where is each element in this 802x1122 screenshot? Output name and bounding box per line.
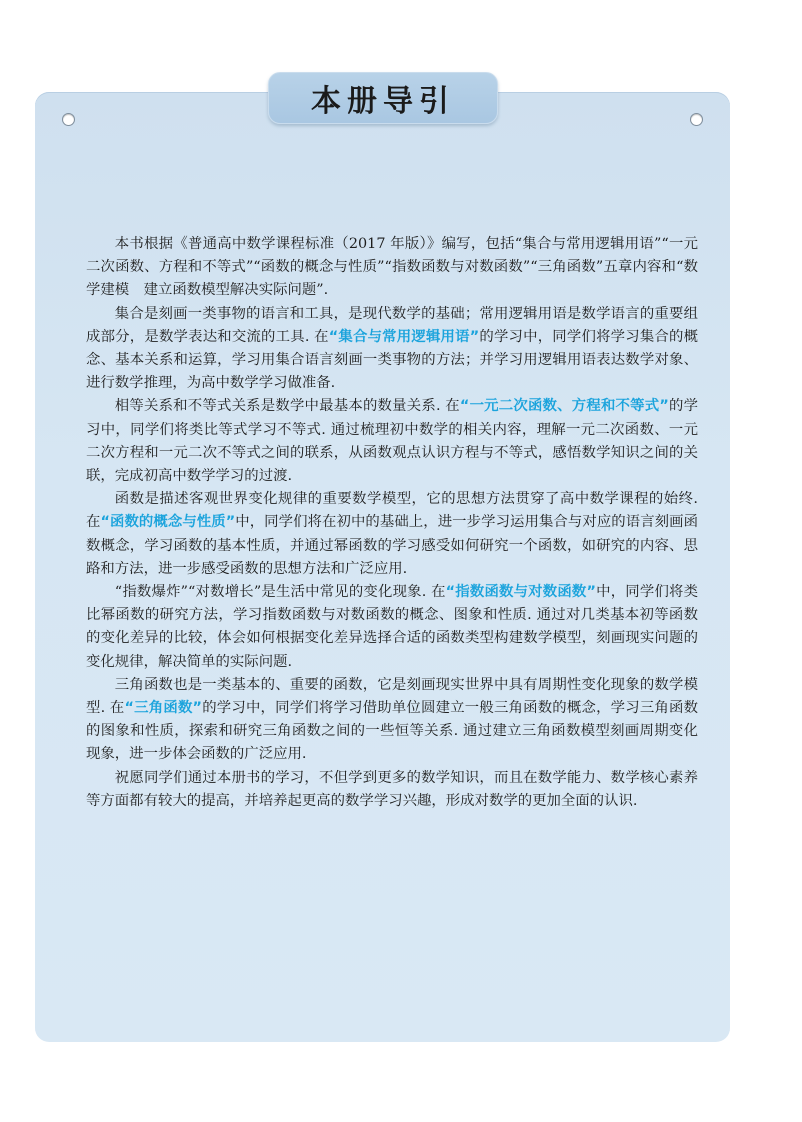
paragraph-text: 本书根据《普通高中数学课程标准（2017 年版）》编写，包括“集合与常用逻辑用语”“一元二次函数、方程和不等式”“函数的概念与性质”“指数函数与对数函数”“三角函数”五章内容和“数学建模 建立函数模型解决实际问题”. bbox=[86, 236, 698, 299]
paragraph-text: 集合是刻画一类事物的语言和工具，是现代数学的基础；常用逻辑用语是数学语言的重要组成部分，是数学表达和交流的工具. 在 bbox=[86, 305, 698, 345]
paragraph-text: 的学习中，同学们将学习集合的概念、基本关系和运算，学习用集合语言刻画一类事物的方法；并学习用逻辑用语表达数学对象、进行数学推理，为高中数学学习做准备. bbox=[86, 328, 698, 392]
binder-hole-right bbox=[690, 113, 703, 126]
guide-body bbox=[86, 233, 698, 813]
chapter-highlight: “一元二次函数、方程和不等式” bbox=[459, 398, 669, 415]
chapter-highlight: “三角函数” bbox=[124, 700, 202, 717]
paragraph-text: 相等关系和不等式关系是数学中最基本的数量关系. 在 bbox=[114, 398, 460, 415]
paragraph-7 bbox=[86, 767, 698, 813]
paragraph-text: 的学习中，同学们将学习借助单位圆建立一般三角函数的概念，学习三角函数的图象和性质，探索和研究三角函数之间的一些恒等关系. 通过建立三角函数模型刻画周期变化现象，进一步体会函数的广泛应用. bbox=[86, 700, 698, 763]
paragraph-text: “指数爆炸”“对数增长”是生活中常见的变化现象. 在 bbox=[114, 584, 446, 601]
paragraph-text: 三角函数也是一类基本的、重要的函数，它是刻画现实世界中具有周期性变化现象的数学模型. 在 bbox=[86, 676, 698, 717]
paragraph-text: 的学习中，同学们将类比等式学习不等式. 通过梳理初中数学的相关内容，理解一元二次函数、一元二次方程和一元二次不等式之间的联系，从函数观点认识方程与不等式，感悟数学知识之间的关联，完成初高中数学学习的过渡. bbox=[86, 398, 698, 485]
chapter-highlight: “集合与常用逻辑用语” bbox=[328, 328, 480, 345]
paragraph-5 bbox=[86, 581, 698, 674]
paragraph-text: 函数是描述客观世界变化规律的重要数学模型，它的思想方法贯穿了高中数学课程的始终. 在 bbox=[86, 491, 698, 531]
paragraph-2 bbox=[86, 303, 698, 396]
chapter-highlight: “函数的概念与性质” bbox=[100, 514, 236, 531]
paragraph-1 bbox=[86, 233, 698, 303]
chapter-highlight: “指数函数与对数函数” bbox=[445, 584, 596, 601]
binder-hole-left bbox=[62, 113, 75, 126]
paragraph-4 bbox=[86, 488, 698, 581]
paragraph-text: 中，同学们将类比幂函数的研究方法，学习指数函数与对数函数的概念、图象和性质. 通过对几类基本初等函数的变化差异的比较，体会如何根据变化差异选择合适的函数类型构建数学模型，刻画现实问题的变化规律，解决简单的实际问题. bbox=[86, 584, 698, 670]
title-tab bbox=[268, 72, 498, 124]
paragraph-3 bbox=[86, 395, 698, 488]
paragraph-text: 中，同学们将在初中的基础上，进一步学习运用集合与对应的语言刻画函数概念，学习函数的基本性质，并通过幂函数的学习感受如何研究一个函数，如研究的内容、思路和方法，进一步感受函数的思想方法和广泛应用. bbox=[86, 514, 698, 577]
paragraph-text: 祝愿同学们通过本册书的学习，不但学到更多的数学知识，而且在数学能力、数学核心素养等方面都有较大的提高，并培养起更高的数学学习兴趣，形成对数学的更加全面的认识. bbox=[86, 769, 698, 809]
page-title: 本册导引 bbox=[311, 84, 455, 119]
paragraph-6 bbox=[86, 674, 698, 767]
